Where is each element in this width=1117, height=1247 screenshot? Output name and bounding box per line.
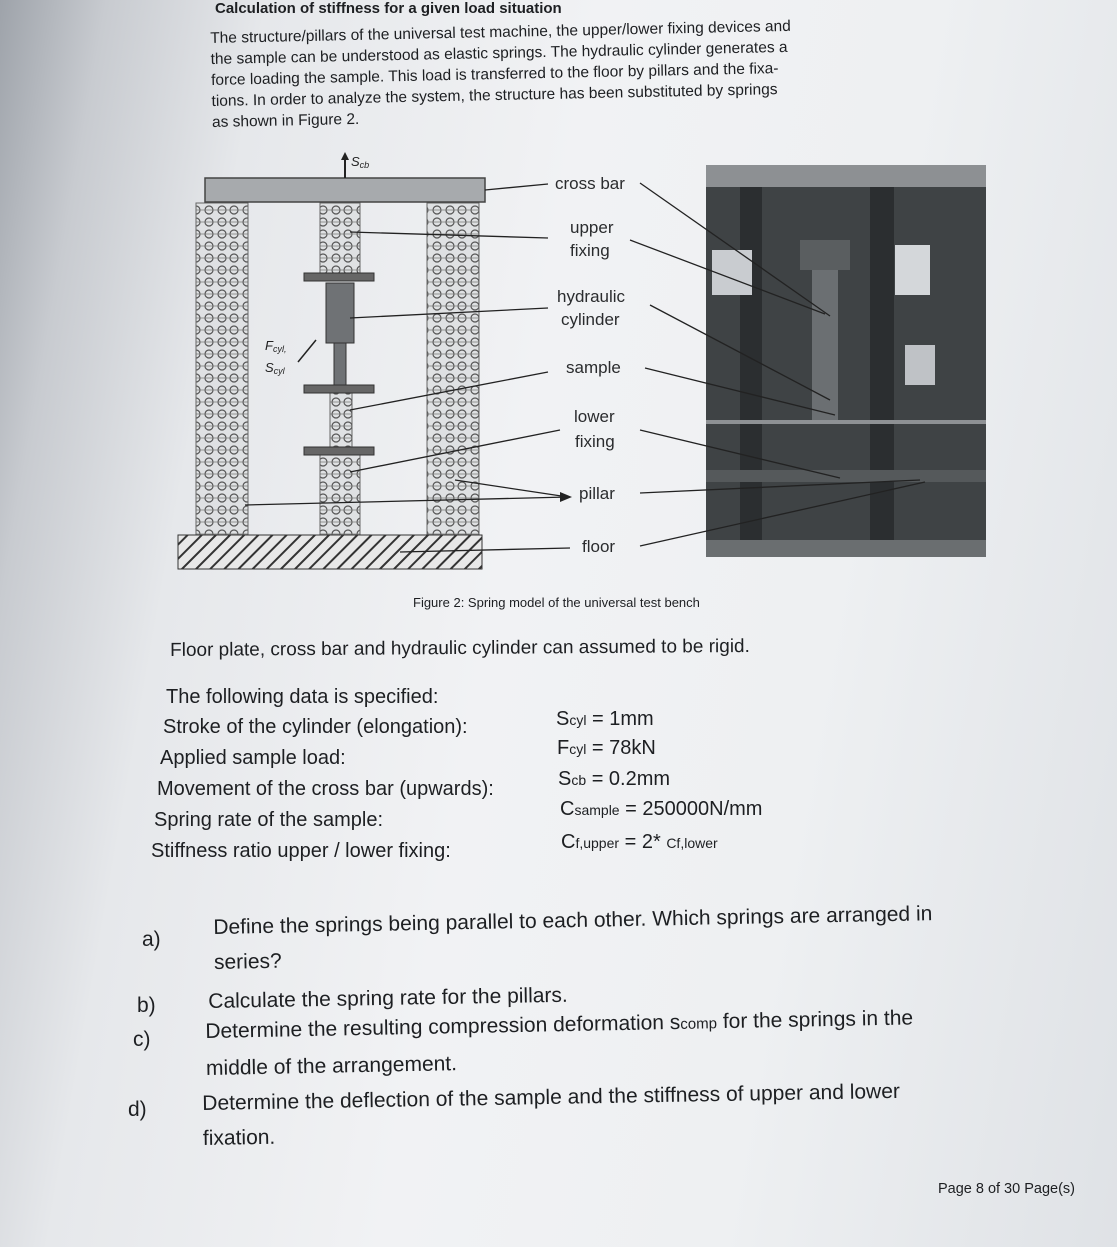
spec-label-crossbar: Movement of the cross bar (upwards): [157,778,494,800]
label-fixing-lower: fixing [575,432,615,451]
test-bench-photo [706,165,986,557]
label-fixing-upper: fixing [570,241,610,260]
rigid-note: Floor plate, cross bar and hydraulic cylinder can assumed to be rigid. [170,635,750,661]
spec-label-stiffness-ratio: Stiffness ratio upper / lower fixing: [151,840,451,862]
hydraulic-cylinder [326,283,354,343]
label-cross-bar: cross bar [555,174,625,193]
spec-label-spring-rate: Spring rate of the sample: [154,809,384,831]
s-cb-label: Scb [351,154,370,170]
spring-model-figure [176,150,991,580]
s-cyl-label: Scyl [265,360,285,376]
right-pillar-spring [427,203,479,535]
label-lower: lower [574,407,615,426]
intro-line: as shown in Figure 2. [211,110,360,131]
document-title: Calculation of stiffness for a given load situation [215,0,562,17]
sample-spring [330,393,352,448]
label-hydraulic: hydraulic [557,287,626,306]
page-number: Page 8 of 30 Page(s) [937,1181,1075,1197]
intro-line: force loading the sample. This load is transferred to the floor by pillars and the fixa- [210,60,779,89]
label-cylinder: cylinder [561,310,620,329]
intro-line: the sample can be understood as elastic springs. The hydraulic cylinder generates a [210,38,788,68]
figure-caption: Figure 2: Spring model of the universal test bench [413,595,700,610]
upper-fixing-spring [320,203,360,273]
question-b-letter: b) [137,994,156,1017]
intro-line: The structure/pillars of the universal test machine, the upper/lower fixing devices and [210,17,791,47]
question-c-text: Determine the resulting compression deformation scomp for the springs in the middle of the arrangement. [205,1006,914,1080]
spec-label-load: Applied sample load: [160,747,346,769]
f-cyl-label: Fcyl, [265,338,287,354]
spec-value-stiffness-ratio: Cf,upper = 2* Cf,lower [561,831,718,853]
spec-value-stroke: Scyl = 1mm [556,708,654,730]
label-sample: sample [566,358,621,377]
label-pillar: pillar [579,484,615,503]
cross-bar [205,178,485,202]
question-a-letter: a) [142,928,161,951]
intro-line: tions. In order to analyze the system, the structure has been substituted by springs [211,81,778,110]
spec-value-spring-rate: Csample = 250000N/mm [560,798,763,820]
intro-paragraph [210,13,917,133]
lower-fixing-spring [320,455,360,535]
specs-header: The following data is specified: [166,686,439,708]
spec-value-crossbar: Scb = 0.2mm [558,768,671,790]
left-pillar-spring [196,203,248,535]
spec-value-load: Fcyl = 78kN [557,737,656,759]
question-c-letter: c) [133,1028,151,1051]
floor-hatch [178,535,482,569]
label-floor: floor [582,537,616,556]
question-d-letter: d) [128,1098,147,1121]
question-d-text: Determine the deflection of the sample and the stiffness of upper and lower fixation. [202,1079,901,1150]
question-b-text: Calculate the spring rate for the pillars. [208,983,568,1013]
question-a-text: Define the springs being parallel to each other. Which springs are arranged in series? [213,902,933,974]
spec-label-stroke: Stroke of the cylinder (elongation): [163,716,468,738]
label-upper: upper [570,218,614,237]
